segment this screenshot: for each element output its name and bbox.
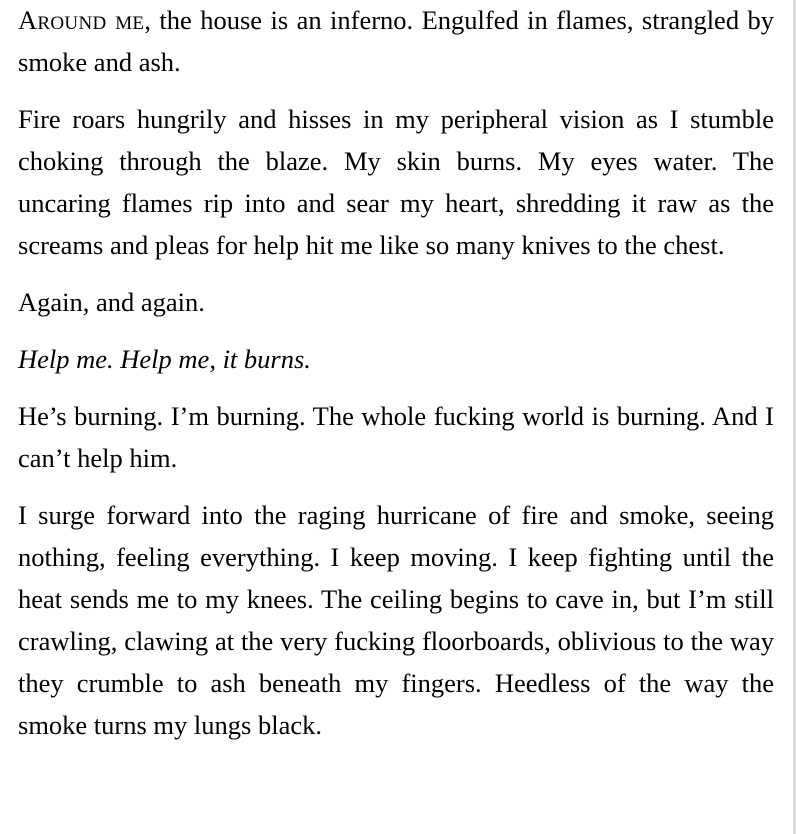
paragraph-5: He’s burning. I’m burning. The whole fucking world is burning. And I can’t help him.	[18, 401, 774, 473]
paragraph-lead-in: Around me	[18, 5, 145, 35]
paragraph-3: Again, and again.	[18, 287, 205, 317]
paragraph-1-text: , the house is an inferno. Engulfed in flames, strangled by smoke and ash.	[18, 5, 774, 77]
paragraph-1	[18, 0, 774, 83]
paragraph-4-italic: Help me. Help me, it burns.	[18, 344, 311, 374]
document-page	[18, 0, 774, 761]
paragraph-6: I surge forward into the raging hurricane of fire and smoke, seeing nothing, feeling everything. I keep moving. I keep fighting until the heat sends me to my knees. The ceiling begins to cave in, but I’m still crawling, clawing at the very fucking floorboards, oblivious to the way they crumble to ash beneath my fingers. Heedless of the way the smoke turns my lungs black.	[18, 500, 774, 740]
paragraph-2: Fire roars hungrily and hisses in my peripheral vision as I stumble choking through the blaze. My skin burns. My eyes water. The uncaring flames rip into and sear my heart, shredding it raw as the screams and pleas for help hit me like so many knives to the chest.	[18, 104, 774, 260]
